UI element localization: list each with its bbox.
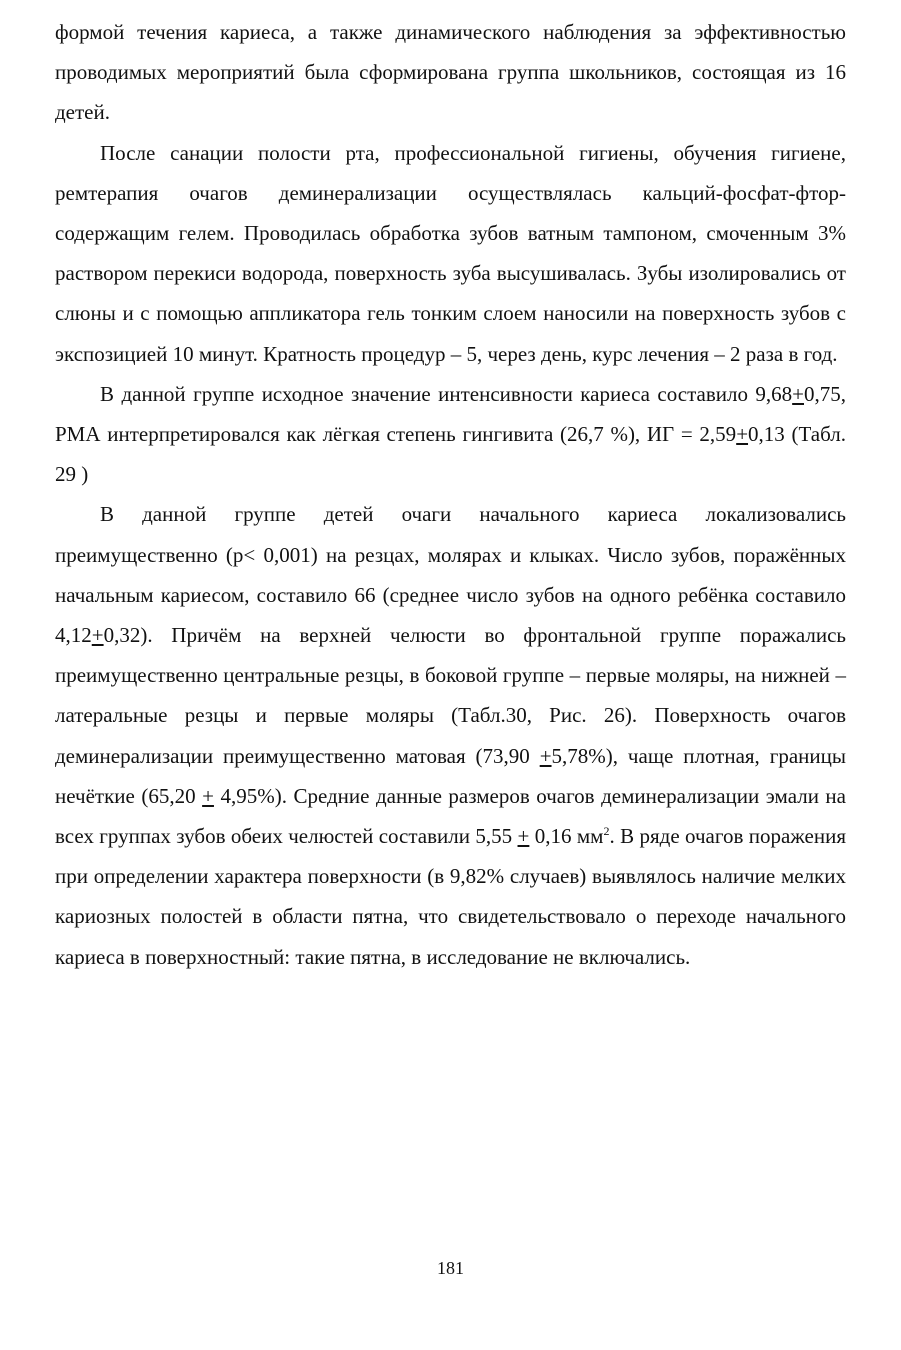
paragraph-3-text-a: В данной группе исходное значение интенсивности кариеса составило 9,68 bbox=[100, 381, 793, 406]
page-number: 181 bbox=[437, 1258, 464, 1278]
paragraph-3 bbox=[55, 374, 846, 495]
paragraph-4-text-e: 0,16 мм bbox=[529, 824, 604, 849]
paragraph-4-text-a: В данной группе детей очаги начального кариеса локализовались преимущественно (р< 0,001) на резцах, молярах и клыках. Число зубов, поражённых начальным кариесом, составило 66 (среднее число зубов на одного ребёнка составило 4,12 bbox=[55, 502, 846, 648]
plus-minus-sign: + bbox=[202, 783, 214, 808]
plus-minus-sign: + bbox=[517, 824, 530, 849]
paragraph-4 bbox=[55, 494, 846, 976]
document-page bbox=[55, 12, 846, 977]
paragraph-4-text-c: 5,78%), чаще плотная, границы нечёткие (65,20 bbox=[55, 743, 846, 808]
paragraph-4-text-b: 0,32). Причём на верхней челюсти во фронтальной группе поражались преимущественно центральные резцы, в боковой группе – первые моляры, на нижней – латеральные резцы и первые моляры (Табл.30, Рис. 26). Поверхность очагов деминерализации преимущественно матовая (73,90 bbox=[55, 623, 846, 768]
paragraph-2: После санации полости рта, профессиональной гигиены, обучения гигиене, ремтерапия очагов деминерализации осуществлялась кальций-фосфат-фтор-содержащим гелем. Проводилась обработка зубов ватным тампоном, смоченным 3% раствором перекиси водорода, поверхность зуба высушивалась. Зубы изолировались от слюны и с помощью аппликатора гель тонким слоем наносили на поверхность зубов с экспозицией 10 минут. Кратность процедур – 5, через день, курс лечения – 2 раза в год. bbox=[55, 140, 846, 366]
plus-minus-sign: + bbox=[736, 422, 749, 447]
paragraph-4-text-d: 4,95%). Средние данные размеров очагов деминерализации эмали на всех группах зубов обеих челюстей составили 5,55 bbox=[55, 783, 846, 849]
paragraph-3-text-c: 0,13 (Табл. 29 ) bbox=[55, 422, 846, 487]
superscript-2: 2 bbox=[603, 824, 610, 839]
paragraph-4-text-f: . В ряде очагов поражения при определении характера поверхности (в 9,82% случаев) выявлялось наличие мелких кариозных полостей в области пятна, что свидетельствовало о переходе начального кариеса в поверхностный: такие пятна, в исследование не включались. bbox=[55, 824, 846, 969]
plus-minus-sign: + bbox=[792, 381, 804, 406]
paragraph-1: формой течения кариеса, а также динамического наблюдения за эффективностью проводимых мероприятий была сформирована группа школьников, состоящая из 16 детей. bbox=[55, 20, 846, 125]
plus-minus-sign: + bbox=[539, 743, 552, 768]
paragraph-3-text-b: 0,75, РМА интерпретировался как лёгкая степень гингивита (26,7 %), ИГ = 2,59 bbox=[55, 381, 846, 447]
plus-minus-sign: + bbox=[91, 623, 104, 648]
